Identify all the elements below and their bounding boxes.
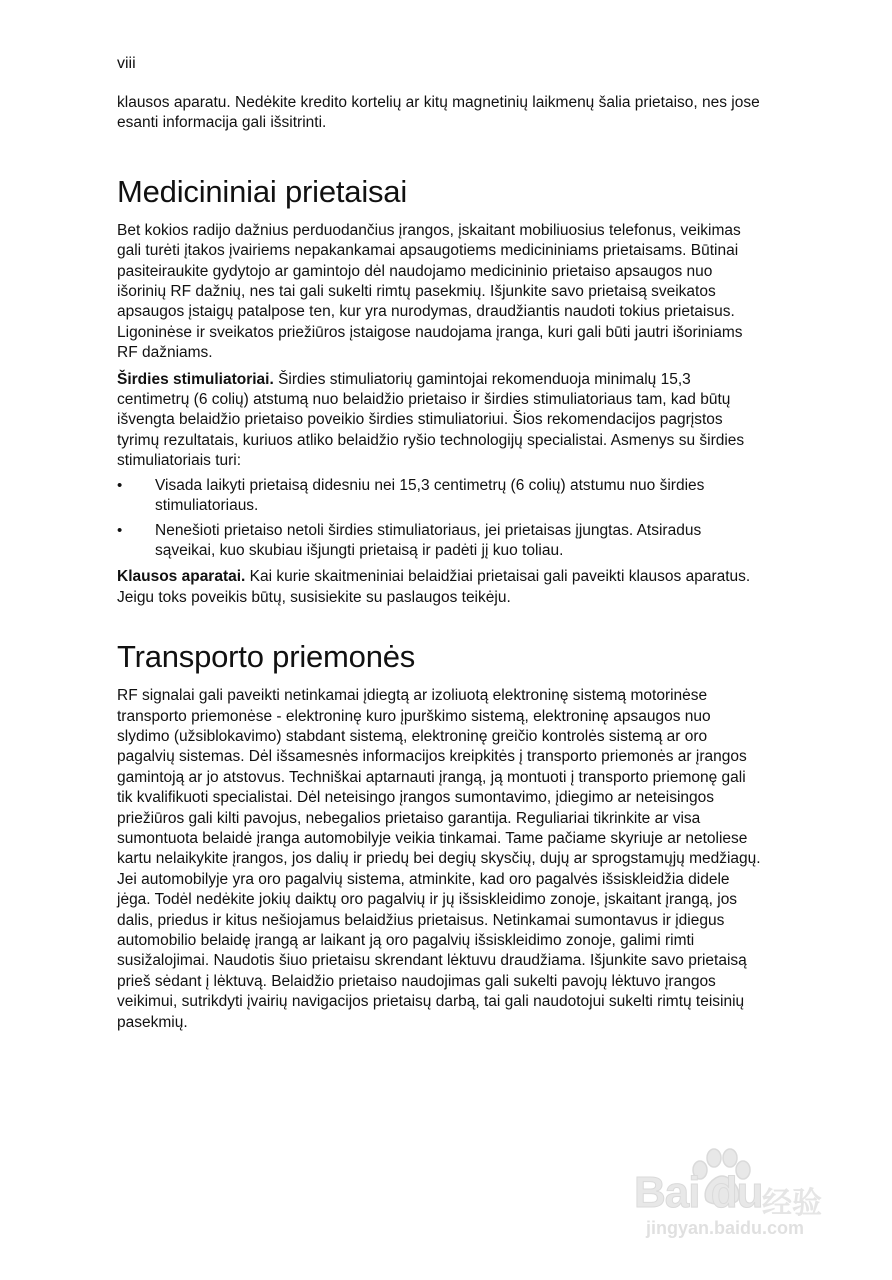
list-item [117,521,765,562]
baidu-logo-text: Bai du [634,1168,763,1217]
bullet-icon: • [117,476,123,494]
page-number: viii [117,55,136,72]
section-heading-transport: Transporto priemonės [117,639,416,675]
hearing-aids-lead: Klausos aparatai. [117,568,246,586]
pacemaker-bullet-list [117,476,765,562]
hearing-aids-text: Kai kurie skaitmeniniai belaidžiai prietaisai gali paveikti klausos aparatus. Jeigu toks poveikis būtų, susisiekite su paslaugos teikėju. [117,568,751,606]
list-item-text: Nenešioti prietaiso netoli širdies stimuliatoriaus, jei prietaisas įjungtas. Atsiradus sąveikai, kuo skubiau išjungti prietaisą ir padėti jį kuo toliau. [155,521,702,559]
intro-paragraph: klausos aparatu. Nedėkite kredito kortelių ar kitų magnetinių laikmenų šalia prietaiso, nes jose esanti informacija gali išsitrinti. [117,94,760,132]
baidu-jingyan-text: 经验 [762,1186,822,1221]
pacemakers-text: Širdies stimuliatorių gamintojai rekomenduoja minimalų 15,3 centimetrų (6 colių) atstumą nuo belaidžio prietaiso ir širdies stimuliatoriaus tam, kad būtų išvengta belaidžio prietaiso poveikio širdies stimuliatoriui. Šios rekomendacijos pagrįstos tyrimų rezultatais, kuriuos atliko belaidžio ryšio technologijų specialistai. Asmenys su širdies stimuliatoriais turi: [117,370,745,470]
medical-paragraph: Bet kokios radijo dažnius perduodančius įrangos, įskaitant mobiliuosius telefonus, veikimas gali turėti įtakos įvairiems nepakankamai apsaugotiems medicininiams prietaisams. Būtinai pasiteiraukite gydytojo ar gamintojo dėl naudojamo medicininio prietaiso apsaugos nuo išorinių RF dažnių, nes tai gali sukelti rimtų pasekmių. Išjunkite savo prietaisą sveikatos apsaugos įstaigų patalpose ten, kur yra nurodymas, draudžiantis naudoti tokius prietaisus. Ligoninėse ir sveikatos priežiūros įstaigose naudojama įranga, kuri gali būti jautri išoriniams RF dažniams. [117,221,743,362]
document-page [117,54,765,1033]
bullet-icon: • [117,521,123,539]
pacemakers-lead: Širdies stimuliatoriai. [117,370,274,388]
list-item [117,476,765,517]
transport-paragraph: RF signalai gali paveikti netinkamai įdiegtą ar izoliuotą elektroninę sistemą motorinėse transporto priemonėse - elektroninę kuro įpurškimo sistemą, elektroninę apsaugos nuo slydimo (užsiblokavimo) stabdant sistemą, elektroninę greičio kontrolės sistemą ar oro pagalvių sistemas. Dėl išsamesnės informacijos kreipkitės į transporto priemonės ar įrangos gamintoją ar jo atstovus. Techniškai aptarnauti įrangą, ją montuoti į transporto priemonę gali tik kvalifikuoti specialistai. Dėl neteisingo įrangos sumontavimo, įdiegimo ar neteisingos priežiūros gali kilti pavojus, nebegalios prietaiso garantija. Reguliariai tikrinkite ar visa sumontuota belaidė įranga automobilyje veikia tinkamai. Tame pačiame skyriuje ar netoliese kartu nelaikykite įrangos, jos dalių ir priedų bei degių skysčių, dujų ar sprogstamųjų medžiagų. Jei automobilyje yra oro pagalvių sistema, atminkite, kad oro pagalvės išsiskleidžia didele jėga. Todėl nedėkite jokių daiktų oro pagalvių ir jų išsiskleidimo zonoje, įskaitant įrangą, jos dalis, priedus ir kitus nešiojamus belaidžius prietaisus. Netinkamai sumontavus ir įdiegus automobilio belaidę įrangą ar laikant ją oro pagalvių išsiskleidimo zonoje, galimi rimti susižalojimai. Naudotis šiuo prietaisu skrendant lėktuvu draudžiama. Išjunkite savo prietaisą prieš sėdant į lėktuvą. Belaidžio prietaiso naudojimas gali sukelti pavojų lėktuvo įrangos veikimui, sutrikdyti įvairių navigacijos prietaisų darbą, tai gali naudotojui sukelti rimtų teisinių pasekmių. [117,687,761,1031]
section-heading-medical: Medicininiai prietaisai [117,173,408,209]
hearing-aids-paragraph [117,567,765,608]
list-item-text: Visada laikyti prietaisą didesniu nei 15,3 centimetrų (6 colių) atstumu nuo širdies stimuliatoriaus. [155,476,705,515]
baidu-watermark [628,1148,858,1248]
baidu-watermark-url: jingyan.baidu.com [646,1218,805,1238]
pacemakers-paragraph [117,370,765,472]
